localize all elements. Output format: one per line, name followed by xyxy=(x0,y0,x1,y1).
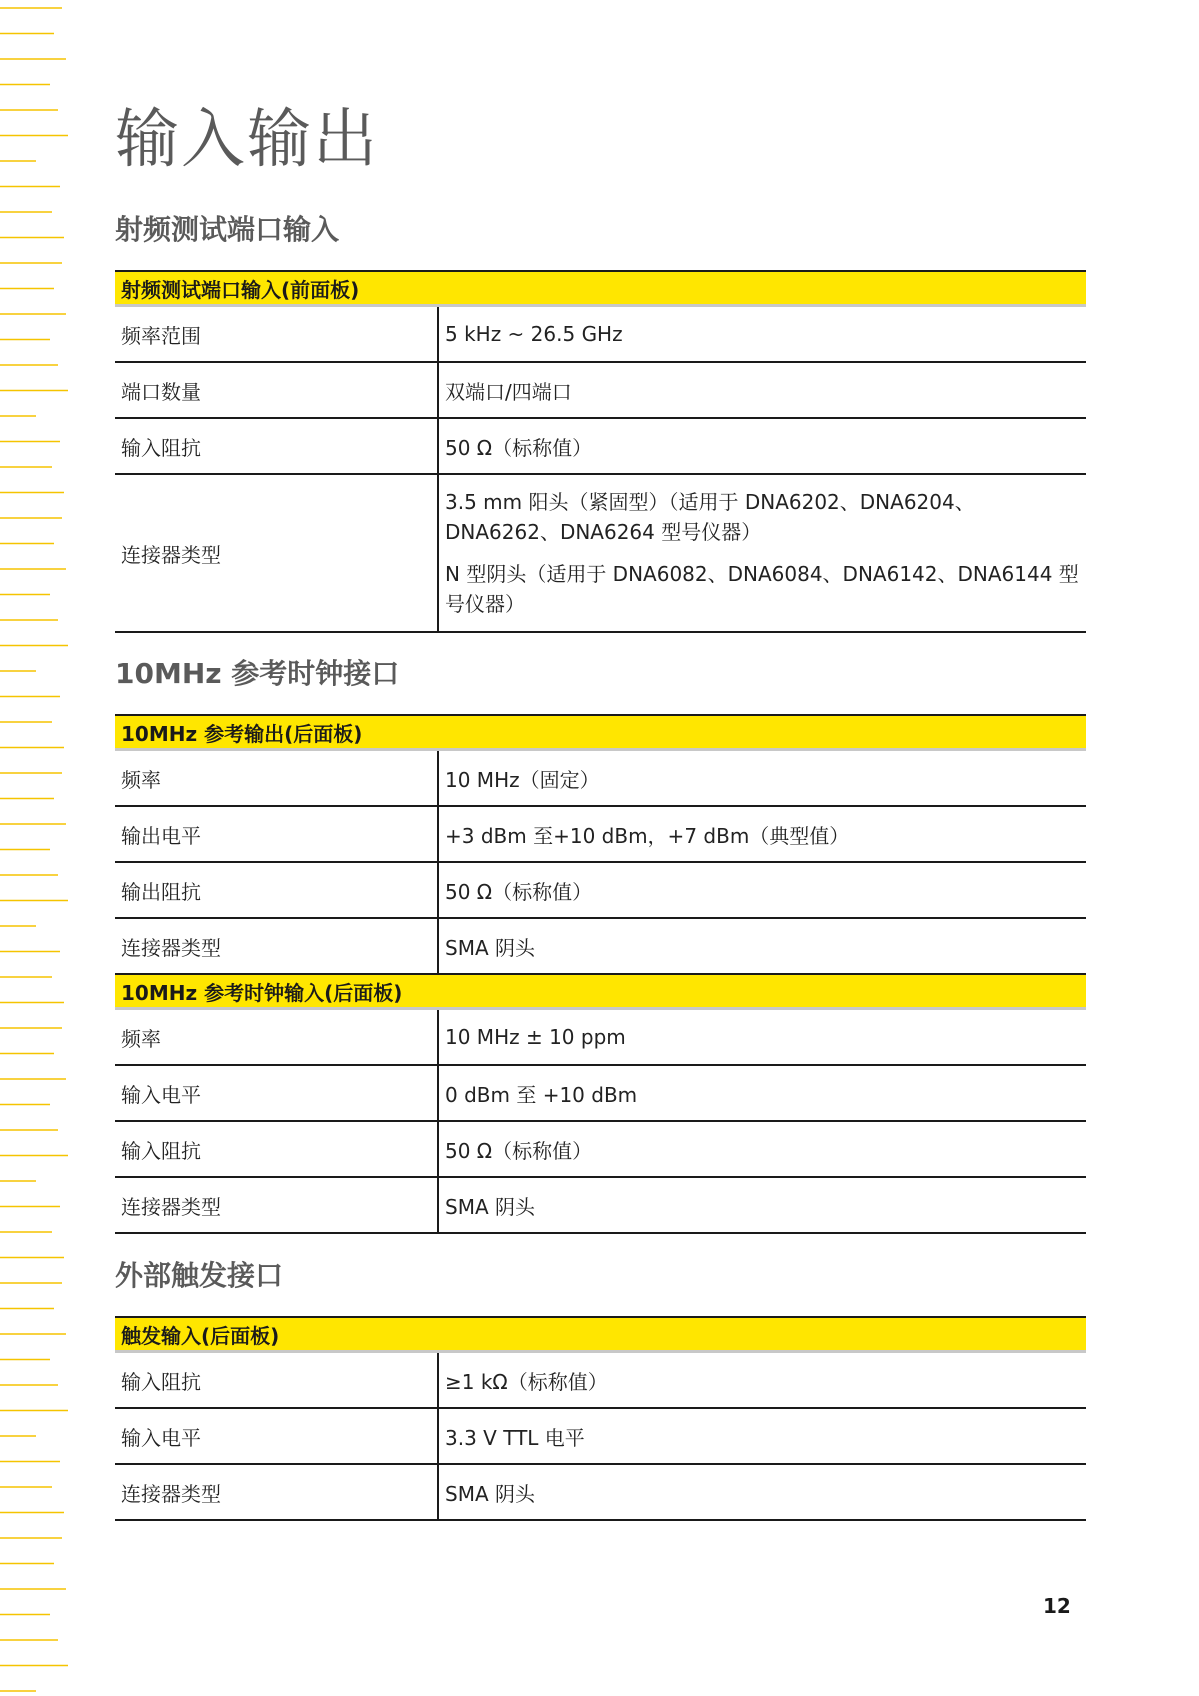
section-heading-rf-input: 射频测试端口输入 xyxy=(115,213,340,246)
row-label: 连接器类型 xyxy=(115,1177,438,1233)
row-label: 连接器类型 xyxy=(115,474,438,632)
row-value: 10 MHz ± 10 ppm xyxy=(438,1009,1086,1066)
table-header: 10MHz 参考输出(后面板) xyxy=(115,715,1086,750)
row-label: 输入电平 xyxy=(115,1065,438,1121)
row-label: 连接器类型 xyxy=(115,1464,438,1520)
row-label: 输出电平 xyxy=(115,806,438,862)
row-label: 输入阻抗 xyxy=(115,1121,438,1177)
spec-table-rf-input xyxy=(115,270,1086,633)
table-header: 触发输入(后面板) xyxy=(115,1317,1086,1352)
row-label: 输入阻抗 xyxy=(115,418,438,474)
row-value: 50 Ω（标称值） xyxy=(438,862,1086,918)
row-value-line: N 型阴头（适用于 DNA6082、DNA6084、DNA6142、DNA6144 型 xyxy=(445,562,1079,586)
row-value: 10 MHz（固定） xyxy=(438,750,1086,807)
row-label: 输入阻抗 xyxy=(115,1352,438,1409)
row-value: SMA 阴头 xyxy=(438,1464,1086,1520)
row-label: 连接器类型 xyxy=(115,918,438,974)
row-value: SMA 阴头 xyxy=(438,1177,1086,1233)
table-row xyxy=(115,918,1086,974)
table-row xyxy=(115,806,1086,862)
table-row xyxy=(115,418,1086,474)
table-row xyxy=(115,1408,1086,1464)
row-value-line: 3.5 mm 阳头（紧固型）（适用于 DNA6202、DNA6204、 xyxy=(445,490,975,514)
table-header-row xyxy=(115,1317,1086,1352)
table-header-row xyxy=(115,974,1086,1009)
table-header-row xyxy=(115,715,1086,750)
table-row xyxy=(115,1121,1086,1177)
spec-table-10mhz-ref xyxy=(115,714,1086,1234)
row-value-line: 号仪器） xyxy=(445,592,525,616)
table-row xyxy=(115,362,1086,418)
row-value: 双端口/四端口 xyxy=(438,362,1086,418)
table-row xyxy=(115,1352,1086,1409)
row-value: 3.3 V TTL 电平 xyxy=(438,1408,1086,1464)
table-row xyxy=(115,306,1086,363)
table-row xyxy=(115,1177,1086,1233)
table-row xyxy=(115,474,1086,632)
table-row xyxy=(115,1464,1086,1520)
table-row xyxy=(115,1009,1086,1066)
table-row xyxy=(115,862,1086,918)
row-value: 5 kHz ~ 26.5 GHz xyxy=(438,306,1086,363)
row-label: 输出阻抗 xyxy=(115,862,438,918)
row-label: 频率范围 xyxy=(115,306,438,363)
margin-decoration xyxy=(0,0,70,1696)
row-value: 0 dBm 至 +10 dBm xyxy=(438,1065,1086,1121)
section-heading-ext-trigger: 外部触发接口 xyxy=(115,1259,284,1292)
row-value: 50 Ω（标称值） xyxy=(438,1121,1086,1177)
row-value: SMA 阴头 xyxy=(438,918,1086,974)
table-row xyxy=(115,1065,1086,1121)
row-value xyxy=(438,474,1086,632)
table-header-row xyxy=(115,271,1086,306)
row-value-line: DNA6262、DNA6264 型号仪器） xyxy=(445,520,762,544)
row-value: +3 dBm 至+10 dBm，+7 dBm（典型值） xyxy=(438,806,1086,862)
row-label: 频率 xyxy=(115,1009,438,1066)
section-heading-10mhz: 10MHz 参考时钟接口 xyxy=(115,657,400,690)
row-value: ≥1 kΩ（标称值） xyxy=(438,1352,1086,1409)
row-label: 输入电平 xyxy=(115,1408,438,1464)
table-row xyxy=(115,750,1086,807)
table-header: 射频测试端口输入(前面板) xyxy=(115,271,1086,306)
table-header: 10MHz 参考时钟输入(后面板) xyxy=(115,974,1086,1009)
page-title: 输入输出 xyxy=(115,103,379,177)
row-value: 50 Ω（标称值） xyxy=(438,418,1086,474)
row-label: 端口数量 xyxy=(115,362,438,418)
row-label: 频率 xyxy=(115,750,438,807)
spec-table-trigger xyxy=(115,1316,1086,1521)
page-number: 12 xyxy=(1043,1594,1071,1618)
